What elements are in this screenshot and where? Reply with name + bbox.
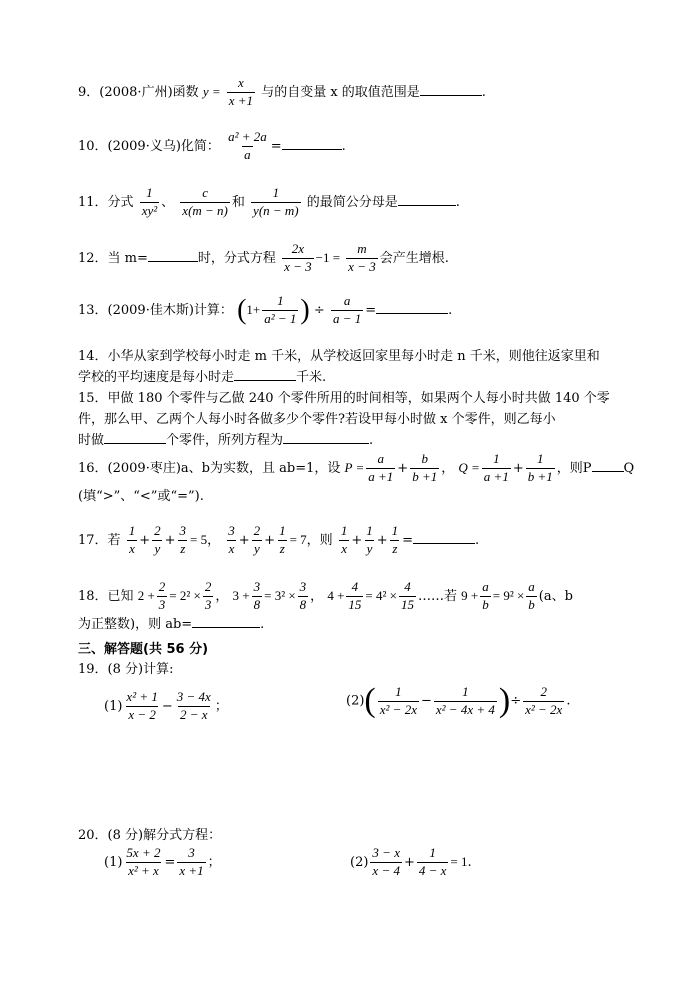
fraction [399,580,416,613]
equals-sign: = [365,302,377,318]
fraction [124,846,162,879]
math-expression: y = [202,83,221,99]
math-expression: 3 + [232,587,250,603]
math-expression: Q = [458,459,480,475]
denominator: x [341,540,347,556]
math-expression: 2 + [137,587,155,603]
fraction [526,452,555,485]
numerator: x² + 1 [126,689,158,704]
question-number: 13． [78,302,108,318]
numerator: 4 [351,579,359,594]
plus-sign: + [512,460,524,476]
numerator: 2 [540,683,547,699]
denominator: 3 [204,596,212,612]
answer-blank[interactable] [282,148,342,150]
fraction [251,186,301,219]
fraction [277,524,288,557]
answer-blank[interactable] [192,626,260,628]
math-expression: = 9² × [492,587,525,603]
question-19 [78,660,658,680]
plus-sign: + [351,532,363,548]
punctuation: . [467,854,472,870]
fraction [282,242,314,275]
question-11 [78,186,658,219]
punctuation: . [566,693,571,709]
fraction [346,580,363,613]
answer-blank[interactable] [398,204,456,206]
question-14 [78,346,658,388]
question-number: 15． [78,391,108,406]
question-18 [78,580,658,634]
question-9 [78,76,658,109]
numerator: 1 [279,523,286,538]
question-number: 16． [78,460,108,476]
question-text: Q [623,460,635,476]
fraction [331,294,363,327]
denominator: x − 3 [348,258,376,274]
question-20-part-2 [350,846,658,879]
question-text: (a、b [538,588,573,604]
answer-blank[interactable] [376,312,448,314]
question-text: 时做 [78,433,105,448]
fraction [180,186,230,219]
numerator: 2 [204,579,212,594]
question-number: 18． [78,588,108,604]
divide-sign: ÷ [313,302,325,318]
answer-blank[interactable] [420,94,482,96]
fraction [482,452,511,485]
punctuation: . [448,302,453,318]
denominator: y(n − m) [253,202,299,218]
numerator: 2 [158,579,166,594]
fraction [140,186,159,219]
denominator: b +1 [412,468,438,484]
question-text: (8 分)解分式方程： [107,828,222,843]
numerator: 1 [277,293,284,308]
question-text: 已知 [107,588,134,604]
question-text: 件，那么甲、乙两个人每小时各做多少个零件?若设甲每小时做 x 个零件，则乙每小 [78,412,556,427]
question-13 [78,294,658,327]
denominator: z [279,540,285,556]
part-label: (1) [104,698,123,714]
question-text: 时，分式方程 [197,250,276,266]
math-expression: P = [344,459,365,475]
fraction [364,524,375,557]
punctuation: ， [207,532,221,548]
plus-sign: + [164,532,176,548]
numerator: 1 [146,185,153,200]
numerator: a [377,451,385,466]
denominator: 2 − x [180,706,208,722]
part-label: (1) [104,854,123,870]
fraction [226,524,237,557]
question-text: 小华从家到学校每小时走 m 千米，从学校返回家里每小时走 n 千米，则他往返家里和 [107,349,600,364]
fraction [124,690,159,723]
numerator: a [482,579,489,594]
math-expression: = 5 [190,531,208,547]
denominator: y [154,540,161,556]
fraction [226,130,269,163]
question-source: (2009·佳木斯) [107,302,194,318]
fraction [366,452,395,485]
fraction [127,524,138,557]
punctuation: ； [214,698,228,714]
numerator: 1 [493,451,500,466]
punctuation: . [455,194,460,210]
denominator: x − 4 [372,862,400,878]
numerator: 3 [179,523,187,538]
denominator: z [180,540,186,556]
fraction [434,685,497,718]
math-expression: = 1 [450,853,468,869]
punctuation: ， [310,588,324,604]
question-text: 分式 [107,194,134,210]
fraction [298,580,309,613]
question-text: ，则 [306,532,333,548]
math-expression: 9 + [461,587,479,603]
question-text: 甲做 180 个零件与乙做 240 个零件所用的时间相等，如果两个人每小时共做 140 个零 [107,391,610,406]
denominator: 8 [299,596,307,612]
numerator: 3 [299,579,307,594]
denominator: y [366,540,373,556]
plus-sign: + [376,532,388,548]
denominator: b [528,596,535,612]
question-text: a、b为实数，且 ab=1，设 [180,460,341,476]
numerator: 1 [128,523,136,538]
punctuation: ， [215,588,229,604]
plus-sign: + [403,854,415,870]
denominator: x² + x [128,862,159,878]
numerator: 1 [391,523,399,538]
fraction [417,846,449,879]
numerator: a [528,579,535,594]
fraction [339,524,350,557]
fraction [370,846,402,879]
fraction [410,452,439,485]
answer-blank[interactable] [413,542,475,544]
minus-sign: − [420,693,432,709]
fraction [177,846,205,879]
question-number: 17． [78,532,108,548]
numerator: 1 [429,845,436,860]
denominator: x² − 2x [379,701,417,717]
numerator: 1 [537,451,544,466]
fraction [523,685,564,718]
question-number: 20． [78,828,108,843]
plus-sign: + [139,532,151,548]
question-number: 14． [78,349,108,364]
math-expression: 1+ [246,301,261,317]
plus-sign: + [238,532,250,548]
answer-blank[interactable] [104,442,166,444]
equals-sign: = [164,854,176,870]
denominator: xy² [141,202,158,218]
numerator: x [238,75,244,90]
part-label: (2) [350,854,369,870]
question-source: (2008·广州) [99,84,173,100]
fraction [203,580,214,613]
numerator: 1 [272,185,280,200]
punctuation: 、 [161,194,175,210]
fraction [157,580,168,613]
section-heading: 三、解答题(共 56 分) [78,642,209,657]
punctuation: ， [441,460,455,476]
numerator: c [202,185,208,200]
plus-sign: + [264,532,276,548]
numerator: 2 [253,523,261,538]
numerator: 1 [462,683,469,699]
denominator: x² − 4x + 4 [435,701,495,717]
fraction [346,242,378,275]
punctuation: . [341,138,346,154]
fraction [152,524,163,557]
numerator: a² + 2a [228,129,267,144]
numerator: 3 [228,523,235,538]
question-text: 若 [107,532,121,548]
numerator: 3 [253,579,261,594]
question-text: ，则P [556,460,592,476]
denominator: x +1 [228,92,254,108]
math-expression: = 4² × [365,587,397,603]
question-12 [78,242,658,275]
denominator: x [228,540,235,556]
fraction [378,685,419,718]
numerator: 1 [340,523,348,538]
denominator: x(m − n) [182,202,228,218]
question-10 [78,130,658,163]
question-17 [78,524,658,557]
question-text: (填“>”、“<”或“=”). [78,488,204,504]
numerator: m [357,241,367,256]
question-text: (8 分)计算: [107,662,174,677]
punctuation: . [475,532,480,548]
numerator: 3 − 4x [176,689,211,704]
numerator: b [421,451,428,466]
left-paren: ( [364,682,376,719]
denominator: b [482,596,489,612]
question-source: (2009·义乌) [107,138,181,154]
answer-blank[interactable] [283,442,369,444]
math-expression: = 3² × [264,587,296,603]
fraction [178,524,189,557]
question-text: 与的自变量 x 的取值范围是 [261,84,420,100]
denominator: 15 [400,596,414,612]
denominator: a² − 1 [264,310,297,326]
question-20 [78,826,658,846]
left-paren: ( [237,294,247,326]
plus-sign: + [397,460,409,476]
question-16 [78,452,658,506]
right-paren: ) [498,682,511,719]
minus-sign: − [161,698,173,714]
right-paren: ) [300,294,310,326]
numerator: a [343,293,351,308]
question-number: 11． [78,194,108,210]
numerator: 4 [404,579,411,594]
numerator: 2 [154,523,161,538]
denominator: 3 [158,596,166,612]
math-expression: −1 = [315,249,341,265]
fraction [390,524,401,557]
question-number: 19． [78,662,108,677]
punctuation: . [481,84,486,100]
denominator: y [254,540,260,556]
question-text: 千米. [296,370,327,385]
denominator: x [129,540,135,556]
fraction [252,524,263,557]
denominator: a +1 [483,468,509,484]
denominator: x +1 [179,862,204,878]
question-text: 函数 [172,84,199,100]
part-label: (2) [346,693,365,709]
question-text: 个零件，所列方程为 [166,433,284,448]
math-expression: = 2² × [169,587,201,603]
math-expression: = 7 [289,531,307,547]
divide-sign: ÷ [510,693,522,709]
question-text: 的最简公分母是 [306,194,398,210]
denominator: a [244,146,251,162]
denominator: z [392,540,398,556]
question-number: 12． [78,250,108,266]
question-text: 和 [231,194,245,210]
question-text: 学校的平均速度是每小时走 [78,370,235,385]
denominator: 4 − x [418,862,447,878]
numerator: 2x [291,241,304,256]
numerator: 3 − x [372,845,400,860]
question-text: 计算： [193,302,233,318]
fraction [526,580,537,613]
numerator: 5x + 2 [126,845,161,860]
denominator: 15 [348,596,362,612]
punctuation: . [260,616,265,632]
question-19-part-2 [346,684,658,718]
numerator: 3 [188,845,195,860]
question-number: 10． [78,138,108,154]
equals-sign: = [270,138,282,154]
numerator: 1 [395,683,402,699]
fraction [227,76,255,109]
answer-blank[interactable] [234,379,296,381]
denominator: x² − 2x [525,701,563,717]
denominator: a − 1 [332,310,362,326]
question-source: (2009·枣庄) [107,460,181,476]
fraction [175,690,213,723]
answer-blank[interactable] [148,260,198,262]
question-number: 9． [78,84,100,100]
fraction [252,580,263,613]
fraction [262,294,298,327]
math-expression: 4 + [327,587,345,603]
punctuation: ； [207,854,221,870]
numerator: 1 [366,523,373,538]
answer-blank[interactable] [592,470,624,472]
denominator: a +1 [368,468,394,484]
question-text: 化简： [180,138,220,154]
question-text: 当 m= [107,250,148,266]
question-15 [78,388,658,451]
denominator: x − 3 [284,258,312,274]
equals-sign: = [402,532,414,548]
fraction [480,580,491,613]
punctuation: . [369,433,374,448]
question-text: 为正整数)，则 ab= [78,616,193,632]
question-text: 会产生增根. [379,250,449,266]
denominator: b +1 [527,468,553,484]
denominator: x − 2 [128,706,156,722]
denominator: 8 [253,596,261,612]
question-text: ……若 [417,588,457,604]
